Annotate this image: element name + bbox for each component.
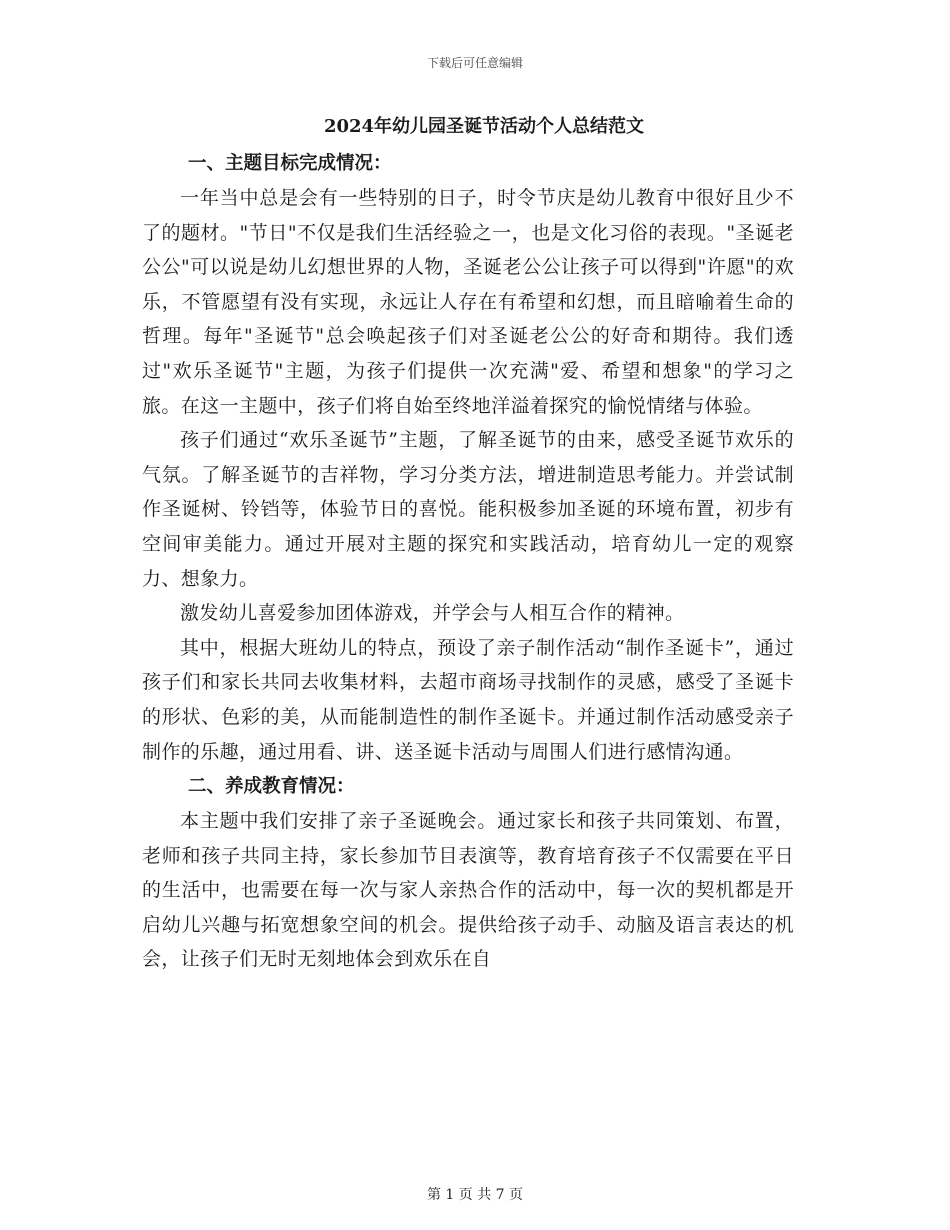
section-heading-2: 二、养成教育情况： <box>188 776 355 798</box>
header-note: 下载后可任意编辑 <box>426 56 523 70</box>
page-number: 第 1 页 共 7 页 <box>426 1187 524 1203</box>
document-body <box>142 112 794 977</box>
paragraph: 一年当中总是会有一些特别的日子，时令节庆是幼儿教育中很好且少不了的题材。"节日"不仅是我们生活经验之一，也是文化习俗的表现。"圣诞老公公"可以说是幼儿幻想世界的人物，圣诞老公公让孩子可以得到"许愿"的欢乐，不管愿望有没有实现，永远让人存在有希望和幻想，而且暗喻着生命的哲理。每年"圣诞节"总会唤起孩子们对圣诞老公公的好奇和期待。我们透过"欢乐圣诞节"主题，为孩子们提供一次充满"爱、希望和想象"的学习之旅。在这一主题中，孩子们将自始至终地洋溢着探究的愉悦情绪与体验。 <box>142 187 794 417</box>
document-title: 2024年幼儿园圣诞节活动个人总结范文 <box>323 116 645 137</box>
paragraph: 激发幼儿喜爱参加团体游戏，并学会与人相互合作的精神。 <box>180 602 685 625</box>
paragraph: 其中，根据大班幼儿的特点，预设了亲子制作活动“制作圣诞卡”，通过孩子们和家长共同去收集材料，去超市商场寻找制作的灵感，感受了圣诞卡的形状、色彩的美，从而能制造性的制作圣诞卡。并通过制作活动感受亲子制作的乐趣，通过用看、讲、送圣诞卡活动与周围人们进行感情沟通。 <box>142 636 794 763</box>
paragraph: 孩子们通过“欢乐圣诞节”主题，了解圣诞节的由来，感受圣诞节欢乐的气氛。了解圣诞节的吉祥物，学习分类方法，增进制造思考能力。并尝试制作圣诞树、铃铛等，体验节日的喜悦。能积极参加圣诞的环境布置，初步有空间审美能力。通过开展对主题的探究和实践活动，培育幼儿一定的观察力、想象力。 <box>142 429 794 590</box>
paragraph: 本主题中我们安排了亲子圣诞晚会。通过家长和孩子共同策划、布置，老师和孩子共同主持，家长参加节目表演等，教育培育孩子不仅需要在平日的生活中，也需要在每一次与家人亲热合作的活动中，每一次的契机都是开启幼儿兴趣与拓宽想象空间的机会。提供给孩子动手、动脑及语言表达的机会，让孩子们无时无刻地体会到欢乐在自 <box>142 810 794 971</box>
section-heading-1: 一、主题目标完成情况： <box>188 153 392 174</box>
